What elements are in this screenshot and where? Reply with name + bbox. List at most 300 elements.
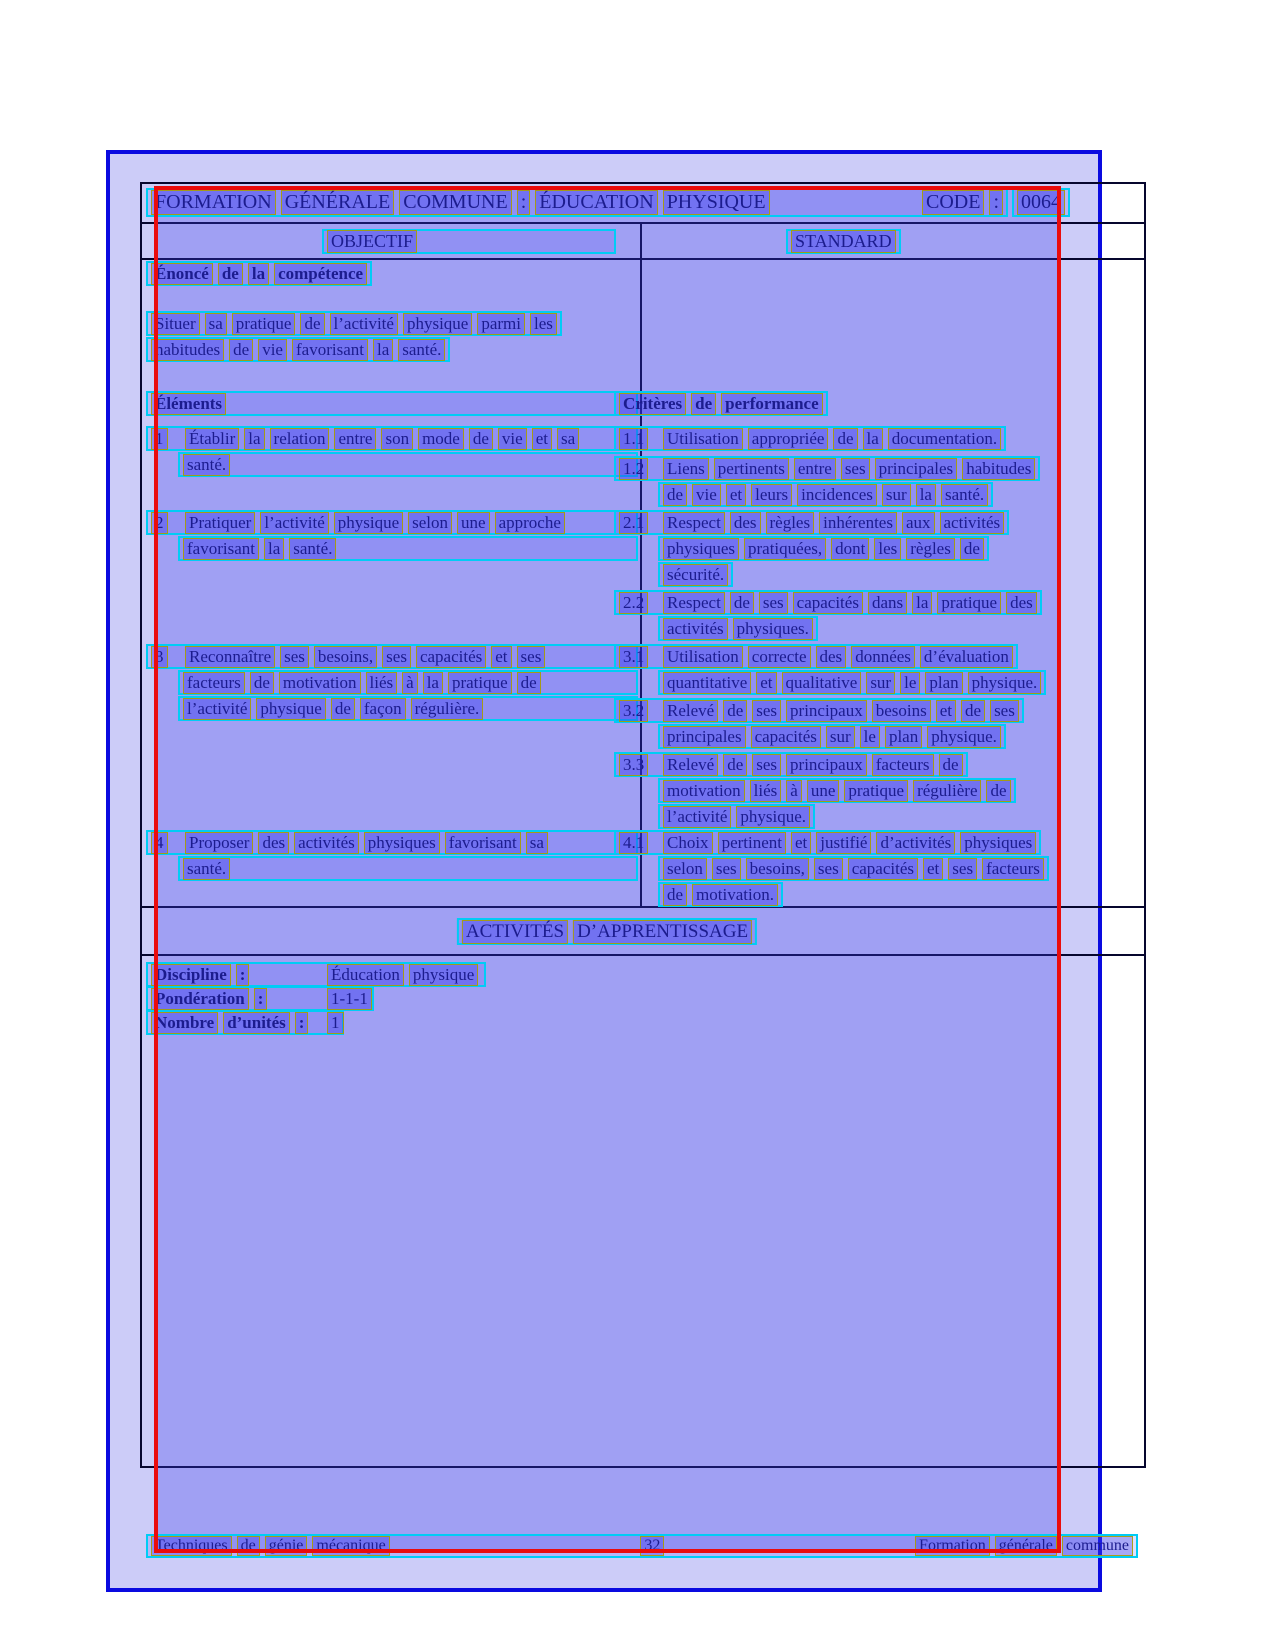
criterion-2-1-line-1 xyxy=(614,510,1009,535)
word-annotation: de xyxy=(939,754,963,776)
word-annotation: l’activité xyxy=(183,698,251,720)
criterion-1-2-line-2 xyxy=(658,482,993,507)
word-annotation: de xyxy=(663,884,687,906)
word-annotation: justifié xyxy=(816,832,871,854)
enonce-line-2 xyxy=(146,337,450,362)
criterion-3-2-line-2 xyxy=(658,724,1006,749)
word-annotation: 0064 xyxy=(1017,190,1065,215)
ponderation-label xyxy=(151,988,327,1010)
word-annotation: selon xyxy=(663,858,707,880)
word-annotation: motivation. xyxy=(692,884,778,906)
word-annotation: génie xyxy=(265,1536,308,1556)
word-annotation: Nombre xyxy=(151,1012,218,1034)
word-annotation: 32 xyxy=(640,1536,664,1556)
word-annotation: Situer xyxy=(151,313,200,335)
word-annotation: ses xyxy=(752,754,781,776)
enonce-heading xyxy=(146,261,372,286)
word-annotation: physique. xyxy=(968,672,1042,694)
ponderation-row xyxy=(146,986,374,1011)
word-annotation: et xyxy=(532,428,552,450)
word-annotation: principales xyxy=(663,726,746,748)
footer-program-name xyxy=(151,1536,390,1556)
word-annotation: aux xyxy=(902,512,935,534)
word-annotation: facteurs xyxy=(872,754,934,776)
element-number xyxy=(151,646,185,668)
word-annotation: de xyxy=(517,672,541,694)
word-annotation: son xyxy=(381,428,413,450)
objectif-label xyxy=(327,230,417,253)
word-annotation: ses xyxy=(280,646,309,668)
word-annotation: physiques xyxy=(364,832,440,854)
criterion-number xyxy=(619,832,663,854)
criterion-text xyxy=(663,512,1004,534)
criterion-number xyxy=(619,700,663,722)
element-text xyxy=(183,538,336,560)
criterion-number xyxy=(619,458,663,480)
word-annotation: plan xyxy=(885,726,922,748)
word-annotation: compétence xyxy=(274,263,367,285)
document-title xyxy=(151,190,770,215)
word-annotation: FORMATION xyxy=(151,190,276,215)
word-annotation: vie xyxy=(692,484,721,506)
criterion-text xyxy=(663,672,1041,694)
word-annotation: Éducation xyxy=(327,964,404,986)
criterion-3-3-line-1 xyxy=(614,752,968,777)
criterion-3-2-line-1 xyxy=(614,698,1024,723)
word-annotation: mécanique xyxy=(312,1536,389,1556)
word-annotation: incidences xyxy=(797,484,877,506)
code-label xyxy=(922,190,1003,215)
standard-column-header xyxy=(786,229,901,254)
criterion-1-1-line-1 xyxy=(614,426,1006,451)
word-annotation: physique xyxy=(409,964,478,986)
word-annotation: de xyxy=(833,428,857,450)
word-annotation: GÉNÉRALE xyxy=(281,190,395,215)
word-annotation: capacités xyxy=(751,726,821,748)
criterion-text xyxy=(663,858,1044,880)
word-annotation: motivation xyxy=(663,780,745,802)
word-annotation: correcte xyxy=(748,646,811,668)
word-annotation: Formation xyxy=(915,1536,990,1556)
unites-row xyxy=(146,1010,344,1035)
criterion-number xyxy=(619,646,663,668)
word-annotation: Proposer xyxy=(185,832,253,854)
element-number xyxy=(151,832,185,854)
word-annotation: Établir xyxy=(185,428,239,450)
word-annotation: le xyxy=(900,672,920,694)
element-text xyxy=(185,512,565,534)
word-annotation: principaux xyxy=(786,700,867,722)
word-annotation: sa xyxy=(526,832,548,854)
word-annotation: performance xyxy=(721,393,822,415)
word-annotation: de xyxy=(961,700,985,722)
element-1-line-2 xyxy=(178,452,638,477)
word-annotation: physique. xyxy=(736,806,810,828)
word-annotation: santé. xyxy=(289,538,336,560)
criterion-number xyxy=(619,512,663,534)
word-annotation: PHYSIQUE xyxy=(663,190,770,215)
code-value xyxy=(1017,190,1065,215)
word-annotation: et xyxy=(491,646,511,668)
word-annotation: le xyxy=(860,726,880,748)
criterion-number xyxy=(619,428,663,450)
element-3-line-1 xyxy=(146,644,638,669)
word-annotation: de xyxy=(469,428,493,450)
element-1-line-1 xyxy=(146,426,638,451)
enonce-heading-text xyxy=(151,263,367,285)
word-annotation: Respect xyxy=(663,592,725,614)
word-annotation: vie xyxy=(258,339,287,361)
word-annotation: : xyxy=(517,190,531,215)
word-annotation: entre xyxy=(794,458,836,480)
word-annotation: 3.3 xyxy=(619,754,648,776)
word-annotation: appropriée xyxy=(748,428,829,450)
word-annotation: qualitative xyxy=(782,672,862,694)
word-annotation: la xyxy=(423,672,443,694)
criterion-3-1-line-1 xyxy=(614,644,1018,669)
word-annotation: 1 xyxy=(151,428,168,450)
word-annotation: Énoncé xyxy=(151,263,213,285)
word-annotation: motivation xyxy=(279,672,361,694)
word-annotation: physiques xyxy=(663,538,739,560)
word-annotation: ÉDUCATION xyxy=(535,190,657,215)
criterion-1-2-line-1 xyxy=(614,456,1040,481)
element-text xyxy=(185,428,579,450)
word-annotation: une xyxy=(457,512,490,534)
word-annotation: règles xyxy=(906,538,955,560)
criterion-2-1-line-3 xyxy=(658,562,733,587)
word-annotation: 1-1-1 xyxy=(327,988,372,1010)
word-annotation: de xyxy=(331,698,355,720)
word-annotation: pratique xyxy=(844,780,908,802)
word-annotation: la xyxy=(916,484,936,506)
word-annotation: besoins, xyxy=(314,646,377,668)
word-annotation: relation xyxy=(270,428,330,450)
word-annotation: 1.2 xyxy=(619,458,648,480)
word-annotation: physique xyxy=(403,313,472,335)
word-annotation: quantitative xyxy=(663,672,751,694)
word-annotation: la xyxy=(863,428,883,450)
word-annotation: données xyxy=(851,646,915,668)
word-annotation: activités xyxy=(940,512,1005,534)
word-annotation: Utilisation xyxy=(663,428,743,450)
enonce-line-1 xyxy=(146,311,562,336)
word-annotation: santé. xyxy=(941,484,988,506)
enonce-text xyxy=(151,339,445,361)
word-annotation: Pratiquer xyxy=(185,512,255,534)
word-annotation: principaux xyxy=(786,754,867,776)
element-text xyxy=(185,646,545,668)
word-annotation: régulière. xyxy=(411,698,484,720)
word-annotation: favorisant xyxy=(445,832,521,854)
word-annotation: 3.1 xyxy=(619,646,648,668)
word-annotation: ses xyxy=(752,700,781,722)
unites-value xyxy=(327,1012,344,1034)
word-annotation: 3 xyxy=(151,646,168,668)
word-annotation: besoins, xyxy=(746,858,809,880)
word-annotation: physique. xyxy=(927,726,1001,748)
word-annotation: sa xyxy=(557,428,579,450)
word-annotation: l’activité xyxy=(330,313,398,335)
criterion-text xyxy=(663,564,728,586)
criterion-text xyxy=(663,592,1037,614)
word-annotation: ses xyxy=(382,646,411,668)
word-annotation: commune xyxy=(1062,1536,1133,1556)
criterion-text xyxy=(663,754,963,776)
word-annotation: activités xyxy=(294,832,359,854)
word-annotation: pertinents xyxy=(714,458,789,480)
footer-line xyxy=(146,1534,1138,1558)
criterion-text xyxy=(663,618,813,640)
word-annotation: Critères xyxy=(619,393,686,415)
word-annotation: ses xyxy=(759,592,788,614)
word-annotation: sécurité. xyxy=(663,564,728,586)
word-annotation: parmi xyxy=(477,313,525,335)
word-annotation: la xyxy=(264,538,284,560)
criterion-text xyxy=(663,458,1035,480)
element-4-line-1 xyxy=(146,830,638,855)
criterion-text xyxy=(663,884,778,906)
word-annotation: règles xyxy=(766,512,815,534)
discipline-label xyxy=(151,964,327,986)
word-annotation: COMMUNE xyxy=(399,190,511,215)
word-annotation: et xyxy=(923,858,943,880)
word-annotation: à xyxy=(786,780,802,802)
word-annotation: la xyxy=(373,339,393,361)
word-annotation: de xyxy=(960,538,984,560)
word-annotation: les xyxy=(530,313,557,335)
word-annotation: liés xyxy=(366,672,398,694)
word-annotation: capacités xyxy=(416,646,486,668)
word-annotation: et xyxy=(726,484,746,506)
word-annotation: : xyxy=(989,190,1003,215)
element-text xyxy=(185,832,548,854)
word-annotation: santé. xyxy=(183,454,230,476)
word-annotation: favorisant xyxy=(292,339,368,361)
word-annotation: selon xyxy=(408,512,452,534)
word-annotation: et xyxy=(756,672,776,694)
word-annotation: les xyxy=(874,538,901,560)
word-annotation: Utilisation xyxy=(663,646,743,668)
word-annotation: d’unités xyxy=(223,1012,290,1034)
criterion-text xyxy=(663,806,810,828)
word-annotation: facteurs xyxy=(183,672,245,694)
word-annotation: la xyxy=(912,592,932,614)
criterion-text xyxy=(663,484,988,506)
word-annotation: ses xyxy=(990,700,1019,722)
word-annotation: dans xyxy=(868,592,907,614)
word-annotation: de xyxy=(218,263,243,285)
footer-section-name xyxy=(915,1536,1133,1556)
word-annotation: façon xyxy=(360,698,406,720)
word-annotation: des xyxy=(816,646,847,668)
word-annotation: ses xyxy=(814,858,843,880)
word-annotation: 2.1 xyxy=(619,512,648,534)
word-annotation: et xyxy=(791,832,811,854)
word-annotation: : xyxy=(236,964,250,986)
discipline-row xyxy=(146,962,486,987)
word-annotation: sur xyxy=(826,726,855,748)
word-annotation: ses xyxy=(517,646,546,668)
criterion-2-1-line-2 xyxy=(658,536,989,561)
discipline-value xyxy=(327,964,478,986)
word-annotation: et xyxy=(936,700,956,722)
word-annotation: besoins xyxy=(872,700,931,722)
word-annotation: de xyxy=(723,700,747,722)
title-line xyxy=(146,188,1008,217)
word-annotation: : xyxy=(254,988,268,1010)
criterion-text xyxy=(663,726,1001,748)
word-annotation: mode xyxy=(418,428,464,450)
unites-label xyxy=(151,1012,327,1034)
word-annotation: pratique xyxy=(232,313,296,335)
word-annotation: la xyxy=(244,428,264,450)
word-annotation: approche xyxy=(495,512,565,534)
word-annotation: l’activité xyxy=(260,512,328,534)
criteres-heading xyxy=(614,391,828,416)
word-annotation: de xyxy=(986,780,1010,802)
word-annotation: régulière xyxy=(913,780,981,802)
criteres-heading-text xyxy=(619,393,823,415)
word-annotation: facteurs xyxy=(982,858,1044,880)
element-number xyxy=(151,428,185,450)
word-annotation: physiques xyxy=(960,832,1036,854)
word-annotation: Discipline xyxy=(151,964,231,986)
criterion-3-1-line-2 xyxy=(658,670,1046,695)
criterion-4-1-line-1 xyxy=(614,830,1041,855)
word-annotation: Reconnaître xyxy=(185,646,275,668)
word-annotation: 3.2 xyxy=(619,700,648,722)
criterion-text xyxy=(663,538,984,560)
word-annotation: de xyxy=(723,754,747,776)
word-annotation: pratiquées, xyxy=(744,538,826,560)
word-annotation: physiques. xyxy=(733,618,813,640)
word-annotation: Relevé xyxy=(663,700,718,722)
criterion-text xyxy=(663,832,1036,854)
word-annotation: à xyxy=(402,672,418,694)
word-annotation: de xyxy=(250,672,274,694)
word-annotation: pratique xyxy=(937,592,1001,614)
criterion-text xyxy=(663,428,1001,450)
word-annotation: pratique xyxy=(448,672,512,694)
word-annotation: Éléments xyxy=(151,393,226,415)
element-3-line-2 xyxy=(178,670,638,695)
criterion-2-2-line-2 xyxy=(658,616,818,641)
word-annotation: entre xyxy=(334,428,376,450)
element-3-line-3 xyxy=(178,696,638,721)
word-annotation: physique xyxy=(256,698,325,720)
element-number xyxy=(151,512,185,534)
word-annotation: STANDARD xyxy=(791,230,896,253)
elements-heading xyxy=(146,391,638,416)
word-annotation: Liens xyxy=(663,458,709,480)
activites-heading xyxy=(457,918,757,945)
word-annotation: pertinent xyxy=(718,832,786,854)
objectif-column-header xyxy=(322,229,616,254)
word-annotation: sur xyxy=(866,672,895,694)
criterion-3-3-line-3 xyxy=(658,804,815,829)
word-annotation: physique xyxy=(334,512,403,534)
word-annotation: sur xyxy=(882,484,911,506)
word-annotation: des xyxy=(1006,592,1037,614)
word-annotation: Pondération xyxy=(151,988,249,1010)
word-annotation: de xyxy=(237,1536,260,1556)
word-annotation: OBJECTIF xyxy=(327,230,417,253)
standard-label xyxy=(791,230,896,253)
word-annotation: de xyxy=(663,484,687,506)
element-text xyxy=(183,698,483,720)
word-annotation: documentation. xyxy=(888,428,1001,450)
word-annotation: ses xyxy=(712,858,741,880)
word-annotation: générale xyxy=(995,1536,1057,1556)
word-annotation: la xyxy=(248,263,269,285)
word-annotation: principales xyxy=(875,458,958,480)
element-text xyxy=(183,672,541,694)
word-annotation: 4.1 xyxy=(619,832,648,854)
word-annotation: d’évaluation xyxy=(920,646,1013,668)
word-annotation: capacités xyxy=(848,858,918,880)
word-annotation: activités xyxy=(663,618,728,640)
criterion-4-1-line-2 xyxy=(658,856,1049,881)
word-annotation: dont xyxy=(831,538,869,560)
word-annotation: de xyxy=(730,592,754,614)
word-annotation: liés xyxy=(750,780,782,802)
word-annotation: 2 xyxy=(151,512,168,534)
word-annotation: Relevé xyxy=(663,754,718,776)
word-annotation: 1.1 xyxy=(619,428,648,450)
criterion-4-1-line-3 xyxy=(658,882,783,907)
element-text xyxy=(183,858,230,880)
word-annotation: d’activités xyxy=(876,832,955,854)
criterion-text xyxy=(663,780,1011,802)
word-annotation: leurs xyxy=(751,484,792,506)
criterion-text xyxy=(663,646,1013,668)
word-annotation: de xyxy=(691,393,716,415)
element-4-line-2 xyxy=(178,856,638,881)
word-annotation: santé. xyxy=(398,339,445,361)
elements-heading-text xyxy=(151,393,226,415)
word-annotation: habitudes xyxy=(962,458,1035,480)
word-annotation: Respect xyxy=(663,512,725,534)
criterion-number xyxy=(619,754,663,776)
enonce-text xyxy=(151,313,557,335)
word-annotation: de xyxy=(300,313,324,335)
word-annotation: 1 xyxy=(327,1012,344,1034)
criterion-3-3-line-2 xyxy=(658,778,1016,803)
word-annotation: inhérentes xyxy=(819,512,897,534)
element-text xyxy=(183,454,230,476)
word-annotation: CODE xyxy=(922,190,984,215)
criterion-2-2-line-1 xyxy=(614,590,1042,615)
word-annotation: habitudes xyxy=(151,339,224,361)
word-annotation: l’activité xyxy=(663,806,731,828)
element-2-line-2 xyxy=(178,536,638,561)
word-annotation: ses xyxy=(948,858,977,880)
criterion-number xyxy=(619,592,663,614)
word-annotation: sa xyxy=(205,313,227,335)
ponderation-value xyxy=(327,988,372,1010)
activites-heading-text xyxy=(462,920,752,944)
footer-page-number xyxy=(640,1536,664,1556)
word-annotation: des xyxy=(730,512,761,534)
word-annotation: : xyxy=(295,1012,309,1034)
word-annotation: de xyxy=(229,339,253,361)
element-2-line-1 xyxy=(146,510,638,535)
word-annotation: Choix xyxy=(663,832,713,854)
word-annotation: plan xyxy=(925,672,962,694)
criterion-text xyxy=(663,700,1019,722)
word-annotation: des xyxy=(258,832,289,854)
